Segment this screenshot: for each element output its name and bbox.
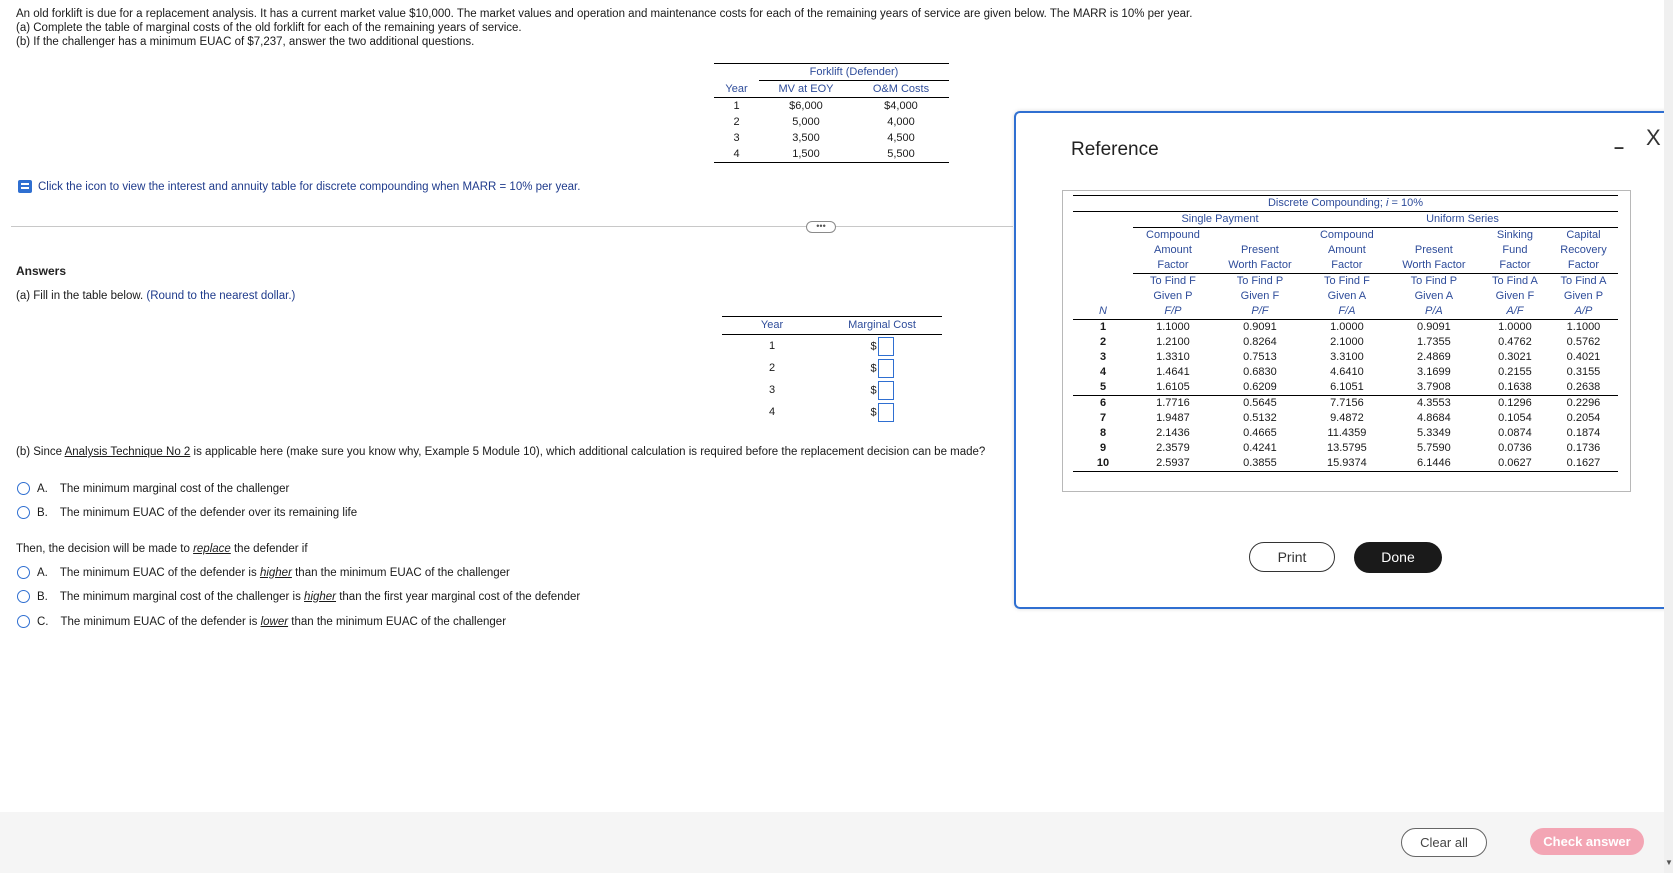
factor-find-cell: Given F (1240, 290, 1280, 302)
factor-value-cell: 0.4021 (1566, 351, 1601, 363)
factor-symbol: F/P (1164, 305, 1182, 317)
period-cell: 7 (1099, 412, 1107, 424)
table-row (1073, 456, 1618, 472)
factor-value-cell: 9.4872 (1330, 412, 1364, 424)
factor-value-cell: 1.0000 (1330, 321, 1364, 333)
table-row (1073, 335, 1618, 350)
table-row (1073, 426, 1618, 441)
period-cell: 9 (1099, 442, 1107, 454)
factor-value-cell: 0.1638 (1481, 380, 1549, 396)
factor-find-cell: Given A (1414, 290, 1454, 302)
close-icon[interactable]: X (1646, 125, 1661, 150)
factor-name-cell: Factor (1133, 258, 1213, 274)
factor-value-cell: 4.3553 (1417, 397, 1451, 409)
table-row: 2 5,000 4,000 (733, 116, 915, 128)
col-year: Year (760, 319, 784, 331)
factor-value-cell: 1.6105 (1133, 380, 1213, 396)
radio-button[interactable] (17, 506, 30, 519)
factor-name-cell (1213, 228, 1307, 244)
done-button[interactable]: Done (1354, 542, 1442, 573)
uniform-series-header: Uniform Series (1307, 212, 1618, 228)
table-row (1073, 441, 1618, 456)
factor-value-cell: 2.5937 (1133, 456, 1213, 472)
col-year: Year (714, 81, 759, 98)
factor-name-cell: Sinking (1496, 229, 1533, 241)
more-options-icon[interactable]: ••• (806, 221, 836, 233)
factor-value-cell: 2.3579 (1156, 442, 1190, 454)
factor-value-cell: 0.1627 (1549, 456, 1618, 472)
minimize-icon[interactable]: – (1614, 137, 1625, 157)
table-row (1073, 411, 1618, 426)
radio-button[interactable] (17, 482, 30, 495)
q1-option-a[interactable]: A. The minimum marginal cost of the challenger (17, 482, 289, 495)
factor-value-cell: 1.3310 (1156, 351, 1190, 363)
factor-value-cell: 1.2100 (1156, 336, 1190, 348)
factor-value-cell: 1.7716 (1156, 397, 1190, 409)
compounding-table (1062, 190, 1631, 492)
factor-value-cell: 3.3100 (1330, 351, 1364, 363)
factor-find-cell: To Find P (1236, 275, 1284, 287)
scroll-down-icon[interactable]: ▼ (1665, 858, 1673, 867)
factor-value-cell: 4.8684 (1417, 412, 1451, 424)
table-row (1073, 365, 1618, 380)
decision-statement: Then, the decision will be made to replace the defender if (16, 543, 308, 555)
table-row: 1 $ (722, 335, 942, 357)
table-row: 3 3,500 4,500 (733, 132, 915, 144)
factor-symbol: P/F (1251, 305, 1269, 317)
factor-value-cell: 0.1736 (1566, 442, 1601, 454)
factor-value-cell: 0.3855 (1213, 456, 1307, 472)
factor-name-cell: Present (1414, 244, 1453, 256)
factor-symbol: F/A (1338, 305, 1356, 317)
factor-name-cell: Recovery (1560, 244, 1607, 256)
marginal-cost-input-3[interactable] (878, 381, 894, 400)
factor-value-cell: 0.9091 (1417, 321, 1451, 333)
factor-value-cell: 3.1699 (1417, 366, 1451, 378)
factor-value-cell: 1.1000 (1156, 321, 1190, 333)
marginal-cost-input-4[interactable] (878, 403, 894, 422)
factor-value-cell: 0.5762 (1566, 336, 1601, 348)
period-cell: 4 (1099, 366, 1107, 378)
q1-option-b[interactable]: B. The minimum EUAC of the defender over its remaining life (17, 506, 357, 519)
factor-name-cell: Fund (1502, 244, 1528, 256)
answers-heading: Answers (16, 264, 67, 278)
defender-data-table (714, 63, 949, 163)
table-row (1073, 380, 1618, 396)
clear-all-button[interactable]: Clear all (1401, 828, 1487, 857)
factor-name-cell: Factor (1307, 258, 1387, 274)
factor-value-cell: 2.4869 (1417, 351, 1451, 363)
factor-value-cell: 0.2054 (1566, 412, 1601, 424)
problem-line-2: (a) Complete the table of marginal costs of the old forklift for each of the remaining years of service. (16, 22, 522, 34)
factor-value-cell: 2.1000 (1330, 336, 1364, 348)
factor-value-cell: 0.4665 (1243, 427, 1277, 439)
factor-name-cell: Factor (1481, 258, 1549, 274)
factor-value-cell: 0.7513 (1243, 351, 1277, 363)
scrollbar[interactable] (1664, 0, 1673, 873)
factor-value-cell: 6.1446 (1387, 456, 1481, 472)
factor-value-cell: 0.1296 (1498, 397, 1532, 409)
factor-value-cell: 0.5132 (1243, 412, 1277, 424)
table-row (1073, 396, 1618, 412)
factor-symbol: A/F (1506, 305, 1524, 317)
period-cell: 2 (1099, 336, 1107, 348)
factor-value-cell: 0.6209 (1213, 380, 1307, 396)
factor-find-cell: Given F (1495, 290, 1535, 302)
dialog-title: Reference (1071, 139, 1159, 160)
factor-value-cell: 1.4641 (1156, 366, 1190, 378)
factor-name-cell: Factor (1549, 258, 1618, 274)
radio-button[interactable] (17, 566, 30, 579)
print-button[interactable]: Print (1249, 542, 1335, 572)
factor-value-cell: 0.2638 (1549, 380, 1618, 396)
factor-value-cell: 1.0000 (1498, 321, 1532, 333)
factor-find-cell: To Find P (1410, 275, 1458, 287)
factor-value-cell: 11.4359 (1327, 427, 1367, 439)
factor-name-cell: Compound (1146, 229, 1200, 241)
factor-name-cell (1387, 228, 1481, 244)
col-marginal-cost: Marginal Cost (848, 319, 916, 331)
factor-value-cell: 2.1436 (1156, 427, 1190, 439)
factor-find-cell: Given A (1327, 290, 1367, 302)
factor-value-cell: 0.4762 (1498, 336, 1532, 348)
period-cell: 1 (1099, 321, 1107, 333)
factor-value-cell: 0.8264 (1243, 336, 1277, 348)
problem-line-3: (b) If the challenger has a minimum EUAC of $7,237, answer the two additional questions. (16, 36, 475, 48)
factor-value-cell: 0.1874 (1566, 427, 1601, 439)
col-mv: MV at EOY (759, 81, 853, 98)
factor-value-cell: 0.1054 (1498, 412, 1532, 424)
part-b-question: (b) Since Analysis Technique No 2 is applicable here (make sure you know why, Example 5 Module 10), which additional calculation is required before the replacement decision can be made? (16, 446, 986, 458)
reference-table-link[interactable] (18, 180, 580, 193)
factor-value-cell: 7.7156 (1330, 397, 1364, 409)
factor-value-cell: 0.0736 (1498, 442, 1532, 454)
q2-option-c[interactable]: C. The minimum EUAC of the defender is lower than the minimum EUAC of the challenger (17, 615, 506, 628)
book-icon[interactable] (18, 180, 32, 193)
col-om: O&M Costs (853, 81, 949, 98)
factor-find-cell: To Find F (1150, 275, 1196, 287)
table-row (1073, 350, 1618, 365)
factor-value-cell: 0.2155 (1498, 366, 1532, 378)
table-row: 3 $ (722, 379, 942, 401)
period-cell: 3 (1099, 351, 1107, 363)
factor-value-cell: 1.7355 (1417, 336, 1451, 348)
table-row (1073, 320, 1618, 336)
single-payment-header: Single Payment (1133, 212, 1307, 228)
factor-value-cell: 0.2296 (1566, 397, 1601, 409)
factor-symbol: A/P (1574, 305, 1593, 317)
period-cell: 10 (1073, 456, 1133, 472)
part-a-instruction: (a) Fill in the table below. (Round to the nearest dollar.) (16, 290, 296, 302)
factor-value-cell: 3.7908 (1387, 380, 1481, 396)
factor-find-cell: Given P (1153, 290, 1193, 302)
factor-value-cell: 1.9487 (1156, 412, 1190, 424)
q2-option-b[interactable]: B. The minimum marginal cost of the challenger is higher than the first year marginal cost of the defender (17, 590, 580, 603)
factor-value-cell: 0.4241 (1243, 442, 1277, 454)
factor-find-cell: To Find A (1560, 275, 1607, 287)
technique-link: Analysis Technique No 2 (64, 446, 191, 458)
factor-value-cell: 0.5645 (1243, 397, 1277, 409)
factor-symbol: P/A (1425, 305, 1443, 317)
table-title: Discrete Compounding; i = 10% (1267, 197, 1424, 209)
problem-statement (16, 7, 1192, 49)
factor-value-cell: 1.1000 (1566, 321, 1601, 333)
table-row: 4 $ (722, 401, 942, 423)
problem-line-1: An old forklift is due for a replacement analysis. It has a current market value $10,000. The market values and operation and maintenance costs for each of the remaining years of service are given below. The MARR is 10% per year. (16, 8, 1193, 20)
factor-value-cell: 5.7590 (1417, 442, 1451, 454)
table-row: 4 1,500 5,500 (714, 146, 949, 163)
marginal-cost-input-1[interactable] (878, 337, 894, 356)
factor-name-cell: Capital (1566, 229, 1601, 241)
round-note: (Round to the nearest dollar.) (146, 290, 296, 302)
period-cell: 5 (1073, 380, 1133, 396)
group-header: Forklift (Defender) (759, 64, 949, 81)
factor-value-cell: 0.9091 (1243, 321, 1277, 333)
factor-name-cell: Amount (1327, 244, 1366, 256)
factor-value-cell: 0.6830 (1243, 366, 1277, 378)
factor-value-cell: 4.6410 (1330, 366, 1364, 378)
factor-value-cell: 0.3155 (1566, 366, 1601, 378)
table-row: 1 $6,000 $4,000 (733, 100, 918, 112)
radio-button[interactable] (17, 590, 30, 603)
factor-find-cell: To Find F (1323, 275, 1370, 287)
section-divider (11, 226, 1013, 227)
factor-find-cell: Given P (1563, 290, 1604, 302)
factor-name-cell: Compound (1319, 229, 1374, 241)
factor-value-cell: 0.3021 (1498, 351, 1532, 363)
factor-value-cell: 0.0874 (1498, 427, 1532, 439)
factor-name-cell: Present (1240, 244, 1279, 256)
table-row: 2 $ (722, 357, 942, 379)
factor-value-cell: 13.5795 (1327, 442, 1367, 454)
reference-dialog (1014, 111, 1673, 609)
factor-value-cell: 0.0627 (1481, 456, 1549, 472)
factor-value-cell: 6.1051 (1307, 380, 1387, 396)
factor-name-cell: Worth Factor (1387, 258, 1481, 274)
q2-option-a[interactable]: A. The minimum EUAC of the defender is higher than the minimum EUAC of the challenger (17, 566, 510, 579)
n-header: N (1099, 305, 1107, 317)
period-cell: 8 (1099, 427, 1107, 439)
reference-link-text[interactable]: Click the icon to view the interest and annuity table for discrete compounding when MARR = 10% per year. (38, 180, 581, 193)
factor-name-cell: Amount (1153, 244, 1192, 256)
factor-find-cell: To Find A (1492, 275, 1538, 287)
radio-button[interactable] (17, 615, 30, 628)
period-cell: 6 (1099, 397, 1107, 409)
marginal-cost-input-2[interactable] (878, 359, 894, 378)
factor-name-cell: Worth Factor (1213, 258, 1307, 274)
marginal-cost-table (722, 316, 942, 423)
factor-value-cell: 15.9374 (1307, 456, 1387, 472)
check-answer-button[interactable]: Check answer (1530, 828, 1644, 855)
factor-value-cell: 5.3349 (1417, 427, 1451, 439)
